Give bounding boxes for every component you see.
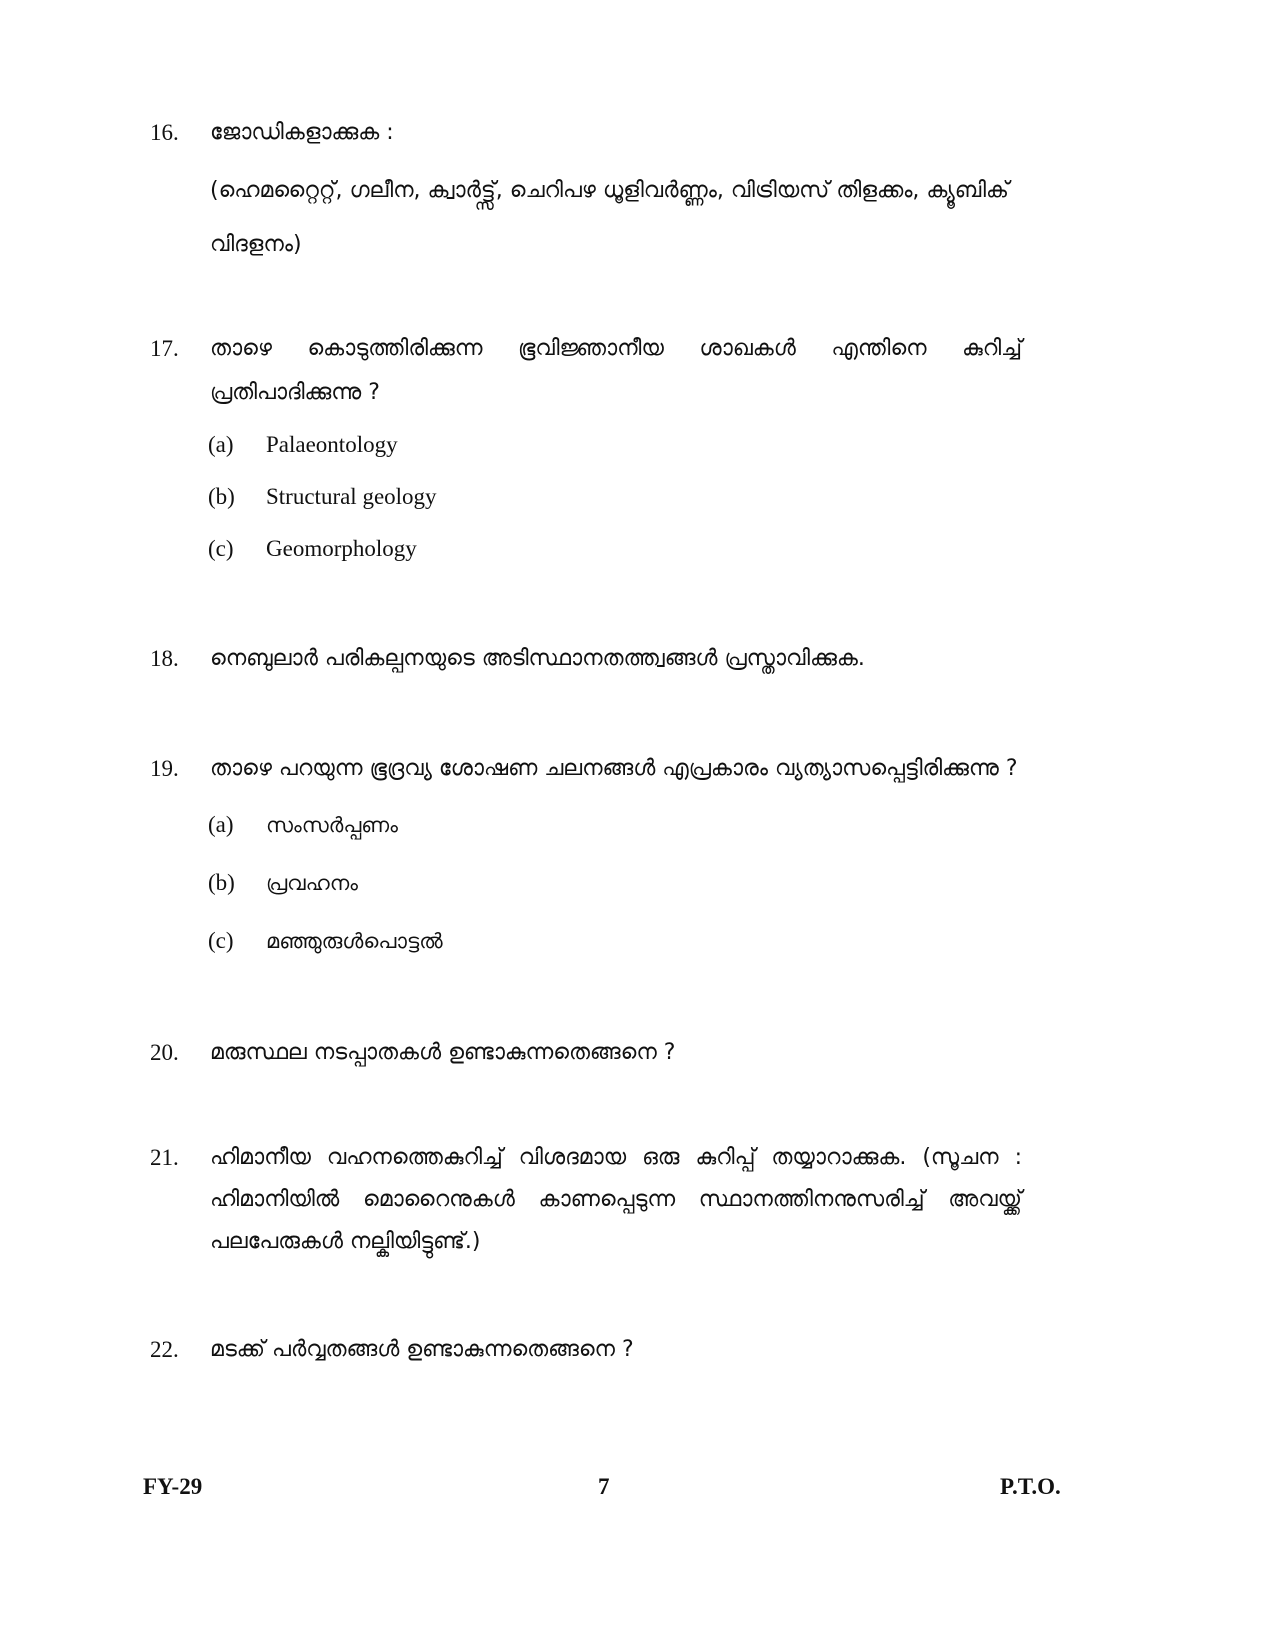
question-text: ജോഡികളാക്കുക : xyxy=(210,120,394,145)
pto-label: P.T.O. xyxy=(1000,1474,1061,1499)
option-c xyxy=(208,536,417,562)
option-text: Geomorphology xyxy=(266,536,417,561)
question-19 xyxy=(150,754,1080,784)
option-text: സംസർപ്പണം xyxy=(266,813,398,837)
question-text: താഴെ കൊടുത്തിരിക്കുന്ന ഭൂവിജ്ഞാനീയ ശാഖകൾ എന്തിനെ കുറിച്ച് xyxy=(210,336,1022,361)
question-18 xyxy=(150,644,1080,674)
option-text: പ്രവഹനം xyxy=(266,871,358,895)
page-number: 7 xyxy=(598,1474,610,1499)
option-a xyxy=(208,812,398,838)
question-20 xyxy=(150,1038,1080,1068)
paper-code: FY-29 xyxy=(143,1474,203,1499)
option-a xyxy=(208,432,398,458)
question-number: 18. xyxy=(150,646,179,671)
option-c xyxy=(208,928,443,954)
option-text: Structural geology xyxy=(266,484,437,509)
question-number: 16. xyxy=(150,120,179,145)
option-label: (b) xyxy=(208,484,235,509)
question-number: 19. xyxy=(150,756,179,781)
option-label: (c) xyxy=(208,536,234,561)
question-text: പ്രതിപാദിക്കുന്നു ? xyxy=(210,380,380,405)
question-text: മടക്ക് പർവ്വതങ്ങൾ ഉണ്ടാകുന്നതെങ്ങനെ ? xyxy=(210,1337,634,1362)
question-21 xyxy=(150,1143,1080,1257)
question-text: ഹിമാനീയ വഹനത്തെകുറിച്ച് വിശദമായ ഒരു കുറിപ്പ് തയ്യാറാക്കുക. (സൂചന : xyxy=(210,1145,1022,1170)
question-text: (ഹെമറ്റൈറ്റ്, ഗലീന, ക്വാർട്ട്സ്, ചെറിപഴ ധൂളിവർണ്ണം, വിട്രിയസ് തിളക്കം, ക്യൂബിക് xyxy=(210,178,1010,203)
question-22 xyxy=(150,1335,1080,1365)
option-text: മഞ്ഞുരുൾപൊട്ടൽ xyxy=(266,929,443,953)
option-text: Palaeontology xyxy=(266,432,398,457)
question-text: ഹിമാനിയിൽ മൊറൈനുകൾ കാണപ്പെടുന്ന സ്ഥാനത്തിനനുസരിച്ച് അവയ്ക്ക് xyxy=(210,1187,1022,1212)
question-16 xyxy=(150,118,1080,260)
question-text: മരുസ്ഥല നടപ്പാതകൾ ഉണ്ടാകുന്നതെങ്ങനെ ? xyxy=(210,1040,676,1065)
question-number: 21. xyxy=(150,1145,179,1170)
option-b xyxy=(208,870,358,896)
option-label: (c) xyxy=(208,928,234,953)
option-label: (a) xyxy=(208,432,234,457)
option-b xyxy=(208,484,437,510)
question-text: നെബുലാർ പരികല്പനയുടെ അടിസ്ഥാനതത്ത്വങ്ങൾ പ്രസ്താവിക്കുക. xyxy=(210,646,865,671)
question-number: 22. xyxy=(150,1337,179,1362)
question-text: താഴെ പറയുന്ന ഭൂദ്രവ്യ ശോഷണ ചലനങ്ങൾ എപ്രകാരം വ്യത്യാസപ്പെട്ടിരിക്കുന്നു ? xyxy=(210,756,1018,781)
question-17 xyxy=(150,334,1080,408)
question-number: 17. xyxy=(150,336,179,361)
option-label: (a) xyxy=(208,812,234,837)
question-number: 20. xyxy=(150,1040,179,1065)
question-text: പലപേരുകൾ നല്കിയിട്ടുണ്ട്.) xyxy=(210,1229,481,1254)
question-text: വിദളനം) xyxy=(210,232,302,257)
option-label: (b) xyxy=(208,870,235,895)
